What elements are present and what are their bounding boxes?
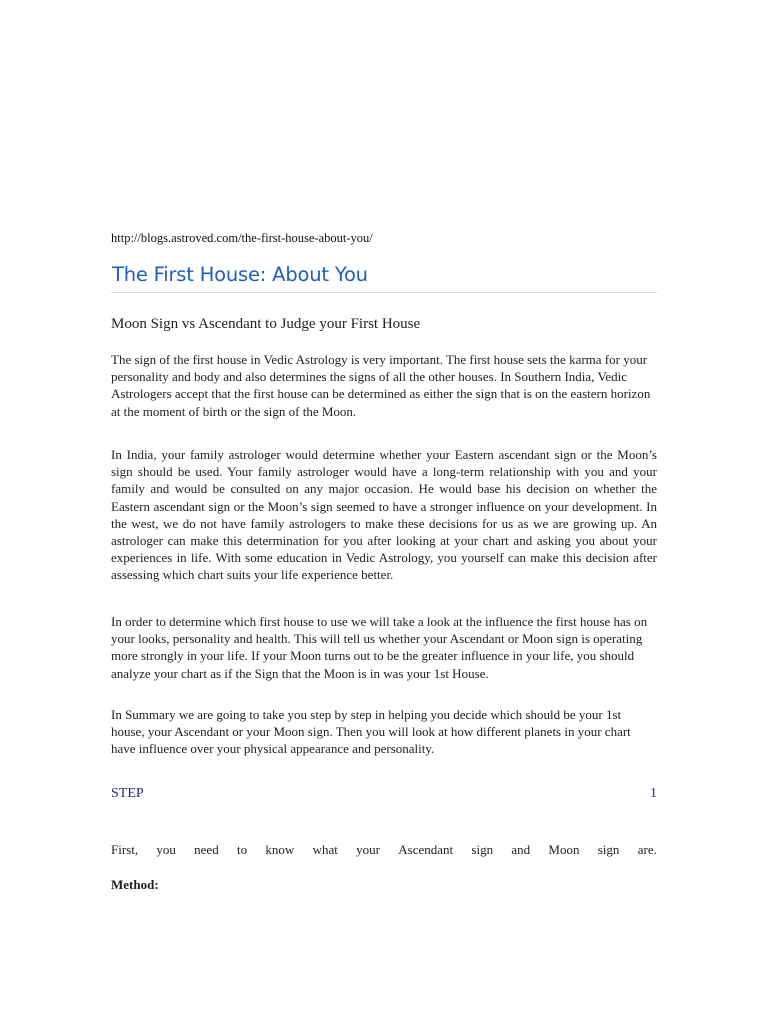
paragraph-family-astrologer: In India, your family astrologer would determine whether your Eastern ascendant sign or the Moon’s sign should be used. Your family astrologer would have a long-term relationship with you and your family and would be consulted on any major occasion. He would base his decision on whether the Eastern ascendant sign or the Moon’s sign seemed to have a stronger influence on your development. In the west, we do not have family astrologers to make these decisions for us as we are growing up. An astrologer can make this determination for you after looking at your chart and asking you about your experiences in life. With some education in Vedic Astrology, you yourself can make this decision after assessing which chart suits your life experience better. <box>111 447 657 583</box>
instruction-word: your <box>356 842 380 857</box>
instruction-word: to <box>236 842 248 857</box>
paragraph-summary: In Summary we are going to take you step by step in helping you decide which should be your 1st house, your Ascendant or your Moon sign. Then you will look at how different planets in your chart have influence over your physical appearance and personality. <box>111 707 631 757</box>
method-label: Method: <box>111 877 159 892</box>
instruction-word: sign <box>471 842 494 857</box>
instruction-word: First, <box>111 842 139 857</box>
instruction-word: Moon <box>548 842 580 857</box>
instruction-word: need <box>194 842 219 857</box>
instruction-word: are. <box>637 842 657 857</box>
step-label: STEP <box>111 786 144 801</box>
instruction-word: know <box>265 842 295 857</box>
instruction-word: you <box>156 842 176 857</box>
step-instruction <box>111 842 657 858</box>
section-subtitle: Moon Sign vs Ascendant to Judge your First House <box>111 316 421 332</box>
instruction-word: sign <box>597 842 620 857</box>
step-number: 1 <box>650 786 657 801</box>
instruction-word: and <box>511 842 531 857</box>
step-heading <box>111 786 657 802</box>
source-url[interactable]: http://blogs.astroved.com/the-first-house-about-you/ <box>111 231 373 245</box>
instruction-word: what <box>312 842 338 857</box>
instruction-word: Ascendant <box>398 842 454 857</box>
page-title: The First House: About You <box>112 263 368 286</box>
paragraph-determine-first-house: In order to determine which first house to use we will take a look at the influence the first house has on your looks, personality and health. This will tell us whether your Ascendant or Moon sign is operating more strongly in your life. If your Moon turns out to be the greater influence in your life, you should analyze your chart as if the Sign that the Moon is in was your 1st House. <box>111 614 648 681</box>
paragraph-intro: The sign of the first house in Vedic Astrology is very important. The first house sets the karma for your personality and body and also determines the signs of all the other houses. In Southern India, Vedic Astrologers accept that the first house can be determined as either the sign that is on the eastern horizon at the moment of birth or the sign of the Moon. <box>111 352 651 419</box>
title-divider <box>111 292 657 293</box>
